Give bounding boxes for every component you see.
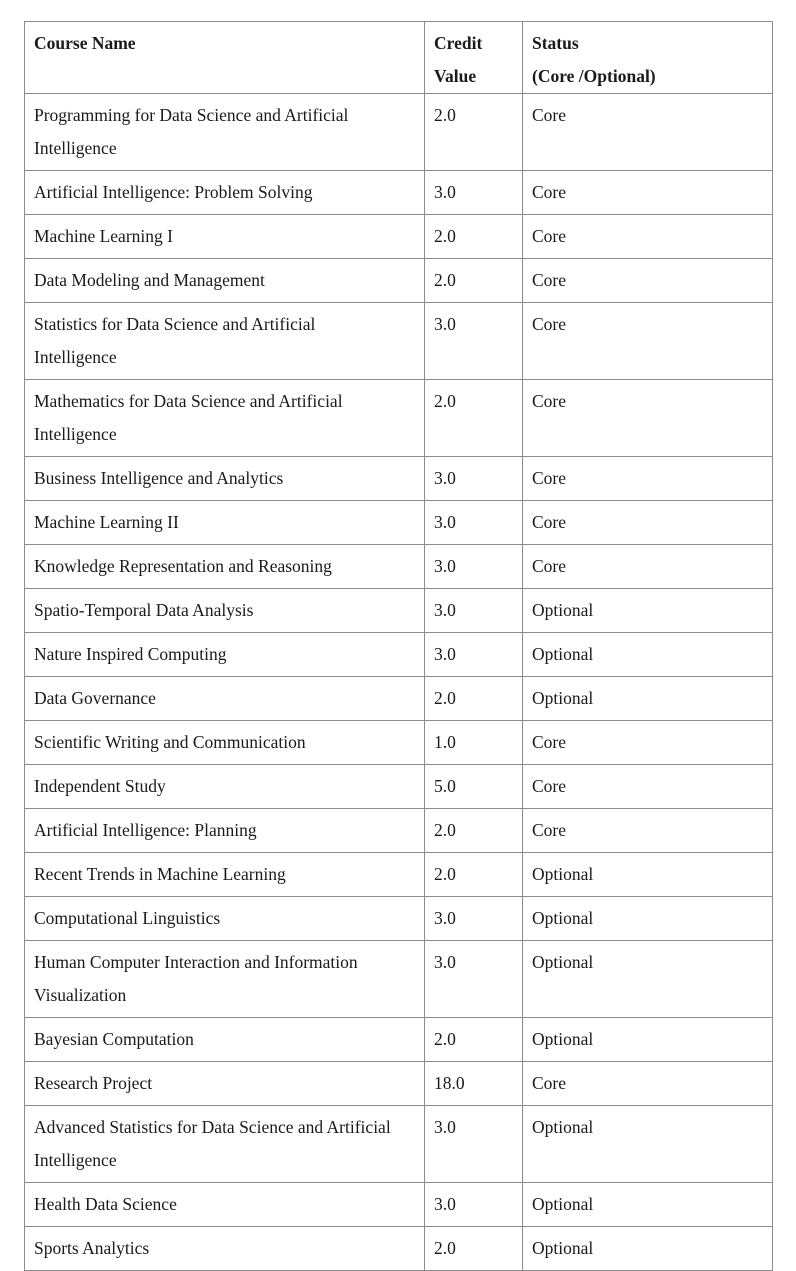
table-row bbox=[25, 633, 773, 677]
table-row bbox=[25, 853, 773, 897]
status-cell: Core bbox=[523, 94, 773, 171]
course-name-line: Data Modeling and Management bbox=[34, 270, 265, 290]
credit-value-cell: 3.0 bbox=[425, 589, 523, 633]
course-name-line: Intelligence bbox=[34, 347, 117, 367]
table-row bbox=[25, 1227, 773, 1271]
course-name-line: Machine Learning I bbox=[34, 226, 173, 246]
table-header-row bbox=[25, 22, 773, 94]
column-header-credit-line1: Credit bbox=[434, 33, 483, 53]
status-cell: Core bbox=[523, 457, 773, 501]
table-row bbox=[25, 259, 773, 303]
table-row bbox=[25, 380, 773, 457]
column-header-status-line1: Status bbox=[532, 33, 579, 53]
course-name-line: Recent Trends in Machine Learning bbox=[34, 864, 286, 884]
course-name-line: Intelligence bbox=[34, 424, 117, 444]
course-name-line: Research Project bbox=[34, 1073, 153, 1093]
credit-value-cell: 3.0 bbox=[425, 457, 523, 501]
course-name-line: Intelligence bbox=[34, 1150, 117, 1170]
status-cell: Core bbox=[523, 380, 773, 457]
table-header bbox=[25, 22, 773, 94]
course-name-cell bbox=[25, 303, 425, 380]
status-cell: Optional bbox=[523, 677, 773, 721]
course-name-line: Advanced Statistics for Data Science and Artificial bbox=[34, 1117, 391, 1137]
table-body bbox=[25, 94, 773, 1271]
credit-value-cell: 3.0 bbox=[425, 941, 523, 1018]
status-cell: Optional bbox=[523, 1227, 773, 1271]
table-row bbox=[25, 457, 773, 501]
course-name-line: Computational Linguistics bbox=[34, 908, 221, 928]
course-name-line: Knowledge Representation and Reasoning bbox=[34, 556, 332, 576]
status-cell: Core bbox=[523, 171, 773, 215]
course-name-cell bbox=[25, 1062, 425, 1106]
credit-value-cell: 1.0 bbox=[425, 721, 523, 765]
course-name-cell bbox=[25, 633, 425, 677]
credit-value-cell: 2.0 bbox=[425, 1018, 523, 1062]
credit-value-cell: 2.0 bbox=[425, 94, 523, 171]
table-row bbox=[25, 809, 773, 853]
credit-value-cell: 2.0 bbox=[425, 1227, 523, 1271]
course-name-line: Spatio-Temporal Data Analysis bbox=[34, 600, 254, 620]
course-name-line: Nature Inspired Computing bbox=[34, 644, 227, 664]
credit-value-cell: 2.0 bbox=[425, 380, 523, 457]
course-name-cell bbox=[25, 501, 425, 545]
course-name-cell bbox=[25, 589, 425, 633]
status-cell: Optional bbox=[523, 941, 773, 1018]
course-name-line: Human Computer Interaction and Information bbox=[34, 952, 358, 972]
course-name-cell bbox=[25, 1106, 425, 1183]
column-header-credit-value bbox=[425, 22, 523, 94]
credit-value-cell: 2.0 bbox=[425, 677, 523, 721]
course-name-cell bbox=[25, 765, 425, 809]
credit-value-cell: 2.0 bbox=[425, 853, 523, 897]
credit-value-cell: 3.0 bbox=[425, 633, 523, 677]
course-name-line: Bayesian Computation bbox=[34, 1029, 194, 1049]
status-cell: Optional bbox=[523, 1183, 773, 1227]
course-name-line: Artificial Intelligence: Planning bbox=[34, 820, 257, 840]
status-cell: Core bbox=[523, 765, 773, 809]
column-header-course-name bbox=[25, 22, 425, 94]
course-name-cell bbox=[25, 380, 425, 457]
table-row bbox=[25, 215, 773, 259]
credit-value-cell: 3.0 bbox=[425, 171, 523, 215]
course-name-cell bbox=[25, 94, 425, 171]
course-name-cell bbox=[25, 1018, 425, 1062]
status-cell: Optional bbox=[523, 1106, 773, 1183]
credit-value-cell: 3.0 bbox=[425, 303, 523, 380]
table-row bbox=[25, 94, 773, 171]
column-header-credit-line2: Value bbox=[434, 66, 477, 86]
course-name-cell bbox=[25, 1227, 425, 1271]
credit-value-cell: 3.0 bbox=[425, 897, 523, 941]
table-row bbox=[25, 1183, 773, 1227]
course-name-line: Artificial Intelligence: Problem Solving bbox=[34, 182, 313, 202]
course-name-line: Programming for Data Science and Artificial bbox=[34, 105, 349, 125]
credit-value-cell: 3.0 bbox=[425, 1183, 523, 1227]
table-row bbox=[25, 721, 773, 765]
credit-value-cell: 3.0 bbox=[425, 1106, 523, 1183]
table-row bbox=[25, 677, 773, 721]
credit-value-cell: 3.0 bbox=[425, 501, 523, 545]
course-name-cell bbox=[25, 853, 425, 897]
course-name-line: Visualization bbox=[34, 985, 127, 1005]
status-cell: Optional bbox=[523, 853, 773, 897]
credit-value-cell: 5.0 bbox=[425, 765, 523, 809]
status-cell: Optional bbox=[523, 1018, 773, 1062]
credit-value-cell: 2.0 bbox=[425, 809, 523, 853]
column-header-course-name-text: Course Name bbox=[34, 33, 136, 53]
course-name-cell bbox=[25, 897, 425, 941]
course-name-cell bbox=[25, 457, 425, 501]
course-name-line: Statistics for Data Science and Artificial bbox=[34, 314, 316, 334]
table-row bbox=[25, 303, 773, 380]
table-row bbox=[25, 941, 773, 1018]
table-row bbox=[25, 501, 773, 545]
credit-value-cell: 2.0 bbox=[425, 259, 523, 303]
table-row bbox=[25, 545, 773, 589]
course-name-line: Health Data Science bbox=[34, 1194, 177, 1214]
course-name-cell bbox=[25, 1183, 425, 1227]
course-name-line: Intelligence bbox=[34, 138, 117, 158]
course-name-line: Scientific Writing and Communication bbox=[34, 732, 306, 752]
status-cell: Core bbox=[523, 303, 773, 380]
course-curriculum-table bbox=[24, 21, 773, 1271]
course-name-cell bbox=[25, 215, 425, 259]
status-cell: Core bbox=[523, 215, 773, 259]
course-name-cell bbox=[25, 171, 425, 215]
table-row bbox=[25, 765, 773, 809]
course-name-cell bbox=[25, 677, 425, 721]
course-name-cell bbox=[25, 545, 425, 589]
course-name-line: Independent Study bbox=[34, 776, 166, 796]
table-row bbox=[25, 1062, 773, 1106]
course-name-line: Machine Learning II bbox=[34, 512, 179, 532]
credit-value-cell: 3.0 bbox=[425, 545, 523, 589]
status-cell: Optional bbox=[523, 897, 773, 941]
status-cell: Optional bbox=[523, 589, 773, 633]
course-name-cell bbox=[25, 721, 425, 765]
table-row bbox=[25, 589, 773, 633]
course-name-line: Mathematics for Data Science and Artificial bbox=[34, 391, 343, 411]
status-cell: Core bbox=[523, 545, 773, 589]
table-row bbox=[25, 171, 773, 215]
credit-value-cell: 18.0 bbox=[425, 1062, 523, 1106]
credit-value-cell: 2.0 bbox=[425, 215, 523, 259]
table-row bbox=[25, 1018, 773, 1062]
status-cell: Core bbox=[523, 259, 773, 303]
column-header-status bbox=[523, 22, 773, 94]
status-cell: Core bbox=[523, 721, 773, 765]
status-cell: Optional bbox=[523, 633, 773, 677]
course-name-cell bbox=[25, 941, 425, 1018]
table-row bbox=[25, 897, 773, 941]
status-cell: Core bbox=[523, 501, 773, 545]
column-header-status-line2: (Core /Optional) bbox=[532, 66, 656, 86]
course-name-line: Data Governance bbox=[34, 688, 156, 708]
course-name-cell bbox=[25, 809, 425, 853]
course-name-line: Business Intelligence and Analytics bbox=[34, 468, 284, 488]
course-name-line: Sports Analytics bbox=[34, 1238, 150, 1258]
status-cell: Core bbox=[523, 809, 773, 853]
course-name-cell bbox=[25, 259, 425, 303]
table-row bbox=[25, 1106, 773, 1183]
status-cell: Core bbox=[523, 1062, 773, 1106]
